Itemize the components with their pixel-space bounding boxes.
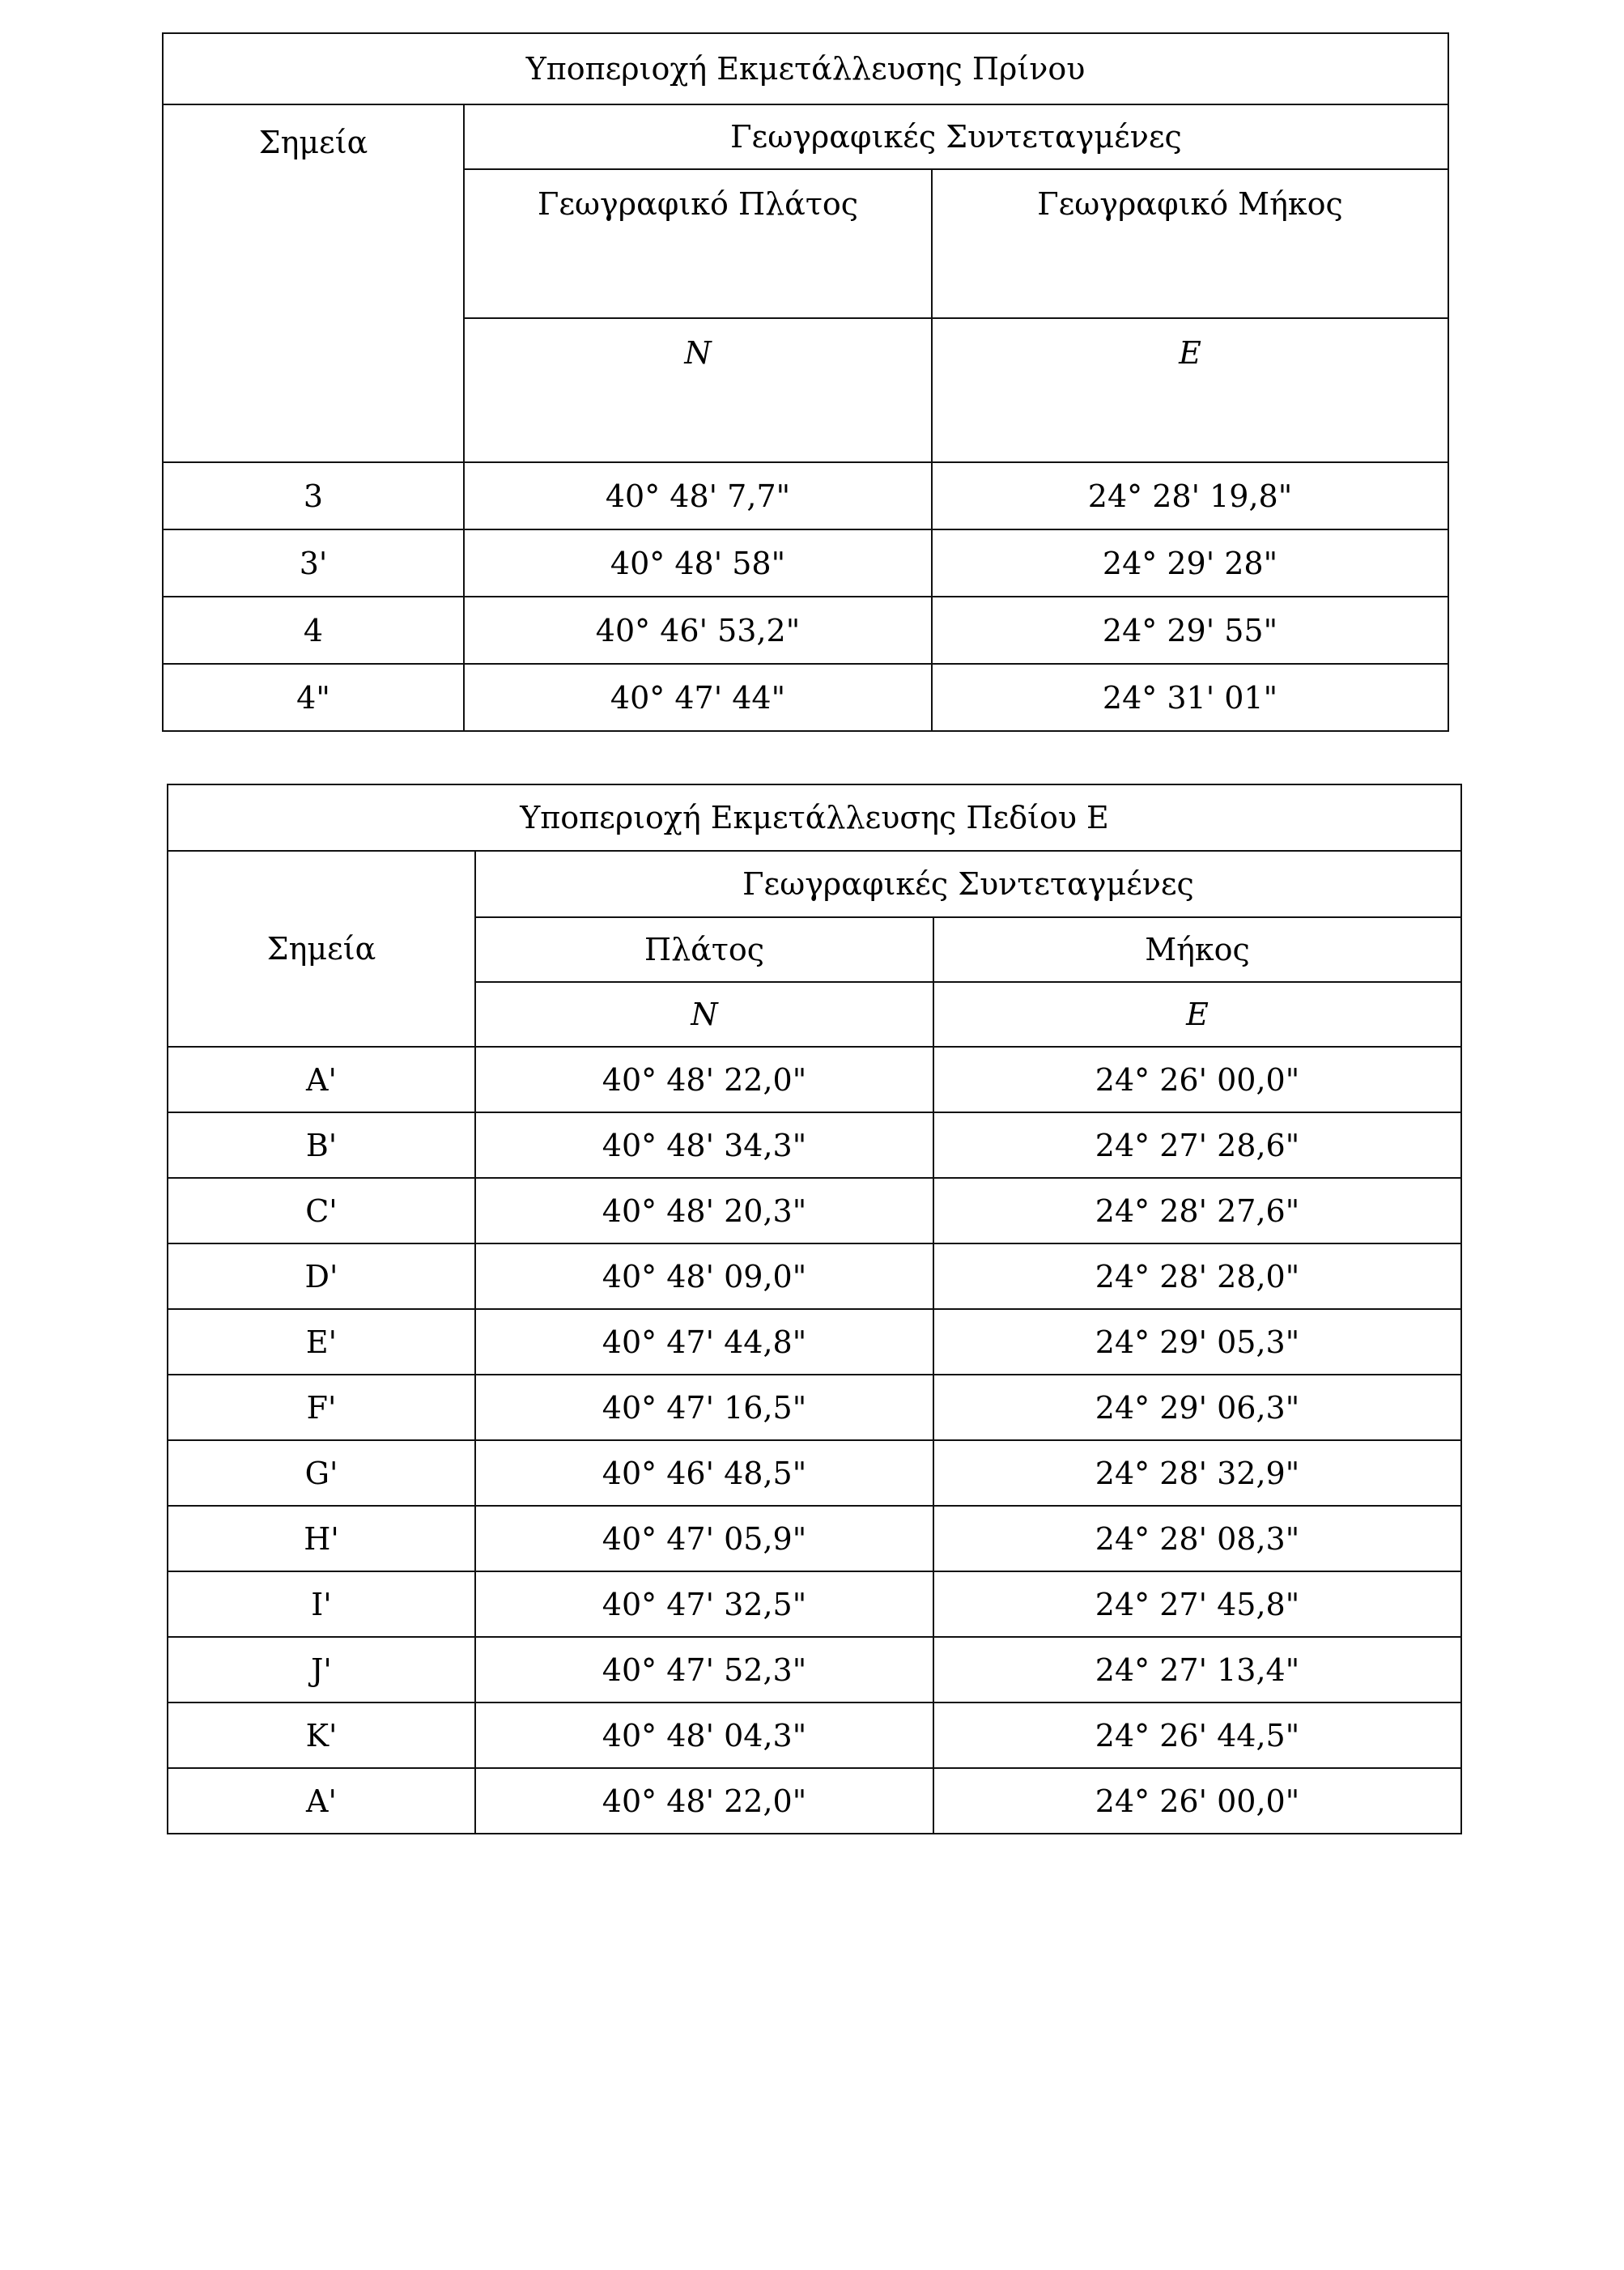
longitude-cell: 24° 28' 19,8"	[932, 462, 1448, 529]
longitude-cell: 24° 28' 28,0"	[933, 1243, 1461, 1309]
longitude-direction: E	[933, 982, 1461, 1047]
table-row	[168, 1375, 1461, 1440]
latitude-direction: N	[475, 982, 933, 1047]
point-cell: C'	[168, 1178, 475, 1243]
latitude-cell: 40° 48' 34,3"	[475, 1112, 933, 1178]
table-row	[163, 529, 1448, 597]
latitude-cell: 40° 46' 53,2"	[464, 597, 932, 664]
longitude-cell: 24° 29' 55"	[932, 597, 1448, 664]
coordinates-group-header: Γεωγραφικές Συντεταγμένες	[464, 104, 1448, 169]
table-row	[168, 1112, 1461, 1178]
table-row	[168, 1702, 1461, 1768]
prinos-coordinates-table	[162, 32, 1449, 732]
latitude-cell: 40° 48' 22,0"	[475, 1768, 933, 1834]
table-row	[168, 1571, 1461, 1637]
point-cell: 3	[163, 462, 464, 529]
point-cell: E'	[168, 1309, 475, 1375]
latitude-cell: 40° 48' 09,0"	[475, 1243, 933, 1309]
point-cell: K'	[168, 1702, 475, 1768]
longitude-cell: 24° 27' 28,6"	[933, 1112, 1461, 1178]
latitude-cell: 40° 47' 44,8"	[475, 1309, 933, 1375]
latitude-cell: 40° 47' 52,3"	[475, 1637, 933, 1702]
point-cell: 4"	[163, 664, 464, 731]
longitude-cell: 24° 27' 13,4"	[933, 1637, 1461, 1702]
table-row	[168, 1506, 1461, 1571]
latitude-direction: N	[464, 318, 932, 462]
latitude-cell: 40° 48' 22,0"	[475, 1047, 933, 1112]
longitude-cell: 24° 31' 01"	[932, 664, 1448, 731]
latitude-header: Πλάτος	[475, 917, 933, 982]
latitude-header: Γεωγραφικό Πλάτος	[464, 169, 932, 318]
latitude-cell: 40° 48' 20,3"	[475, 1178, 933, 1243]
point-cell: B'	[168, 1112, 475, 1178]
latitude-cell: 40° 46' 48,5"	[475, 1440, 933, 1506]
table-row	[168, 1637, 1461, 1702]
point-cell: 4	[163, 597, 464, 664]
point-cell: F'	[168, 1375, 475, 1440]
table-row	[168, 1243, 1461, 1309]
latitude-cell: 40° 47' 44"	[464, 664, 932, 731]
longitude-cell: 24° 29' 06,3"	[933, 1375, 1461, 1440]
table-row	[168, 1178, 1461, 1243]
point-cell: 3'	[163, 529, 464, 597]
longitude-header: Γεωγραφικό Μήκος	[932, 169, 1448, 318]
table-row	[163, 462, 1448, 529]
points-header: Σημεία	[163, 104, 464, 462]
table-row	[168, 1440, 1461, 1506]
longitude-cell: 24° 26' 00,0"	[933, 1768, 1461, 1834]
table-row	[163, 664, 1448, 731]
longitude-cell: 24° 29' 05,3"	[933, 1309, 1461, 1375]
points-header: Σημεία	[168, 851, 475, 1047]
longitude-header: Μήκος	[933, 917, 1461, 982]
point-cell: D'	[168, 1243, 475, 1309]
table-title: Υποπεριοχή Εκμετάλλευσης Πρίνου	[163, 33, 1448, 104]
longitude-cell: 24° 27' 45,8"	[933, 1571, 1461, 1637]
latitude-cell: 40° 47' 16,5"	[475, 1375, 933, 1440]
longitude-cell: 24° 28' 27,6"	[933, 1178, 1461, 1243]
field-e-coordinates-table	[167, 784, 1462, 1834]
point-cell: J'	[168, 1637, 475, 1702]
latitude-cell: 40° 48' 7,7"	[464, 462, 932, 529]
longitude-cell: 24° 28' 32,9"	[933, 1440, 1461, 1506]
longitude-cell: 24° 26' 00,0"	[933, 1047, 1461, 1112]
point-cell: G'	[168, 1440, 475, 1506]
longitude-cell: 24° 26' 44,5"	[933, 1702, 1461, 1768]
longitude-cell: 24° 28' 08,3"	[933, 1506, 1461, 1571]
table-row	[163, 597, 1448, 664]
latitude-cell: 40° 48' 58"	[464, 529, 932, 597]
longitude-direction: E	[932, 318, 1448, 462]
latitude-cell: 40° 48' 04,3"	[475, 1702, 933, 1768]
table-title: Υποπεριοχή Εκμετάλλευσης Πεδίου Ε	[168, 784, 1461, 851]
longitude-cell: 24° 29' 28"	[932, 529, 1448, 597]
point-cell: H'	[168, 1506, 475, 1571]
point-cell: I'	[168, 1571, 475, 1637]
latitude-cell: 40° 47' 32,5"	[475, 1571, 933, 1637]
point-cell: A'	[168, 1047, 475, 1112]
table-row	[168, 1047, 1461, 1112]
table-row	[168, 1309, 1461, 1375]
point-cell: A'	[168, 1768, 475, 1834]
table-row	[168, 1768, 1461, 1834]
latitude-cell: 40° 47' 05,9"	[475, 1506, 933, 1571]
coordinates-group-header: Γεωγραφικές Συντεταγμένες	[475, 851, 1461, 917]
